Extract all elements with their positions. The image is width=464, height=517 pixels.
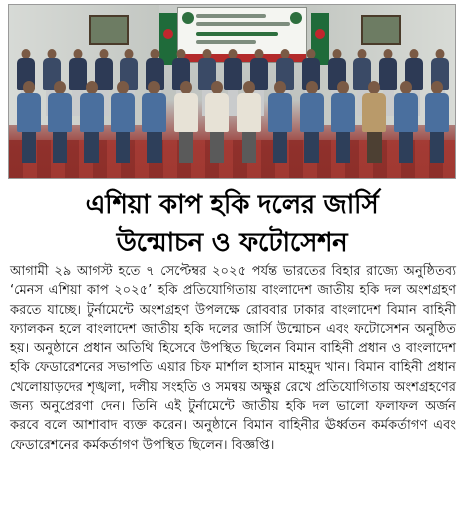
team-member [237,81,261,165]
team-member [394,81,418,165]
team-member [48,81,72,165]
team-member [425,81,449,165]
team-member [80,81,104,165]
team-member [142,81,166,165]
team-member [111,81,135,165]
team-photo [8,4,456,179]
headline [0,186,464,262]
wall-frame-right [361,15,401,45]
team-member [268,81,292,165]
team-member [331,81,355,165]
wall-frame-left [89,15,129,45]
team-member [205,81,229,165]
article-body [10,262,456,455]
team-member [174,81,198,165]
team-member [362,81,386,165]
article-paragraph: আগামী ২৯ আগস্ট হতে ৭ সেপ্টেম্বর ২০২৫ পর্যন্ত ভারতের বিহার রাজ্যে অনুষ্ঠিতব্য ‘মেনস এশিয়া কাপ ২০২৫’ হকি প্রতিযোগিতায় বাংলাদেশ জাতীয় হকি দল অংশগ্রহণ করতে যাচ্ছে। টুর্নামেন্টে অংশগ্রহণ উপলক্ষে রোববার ঢাকার বাংলাদেশ বিমান বাহিনী ফ্যালকন হলে বাংলাদেশ জাতীয় হকি দলের জার্সি উন্মোচন এবং ফটোসেশন অনুষ্ঠিত হয়। অনুষ্ঠানে প্রধান অতিথি হিসেবে উপস্থিত ছিলেন বিমান বাহিনী প্রধান ও বাংলাদেশ হকি ফেডারেশনের সভাপতি এয়ার চিফ মার্শাল হাসান মাহমুদ খান। বিমান বাহিনী প্রধান খেলোয়াড়দের শৃঙ্খলা, দলীয় সংহতি ও সমন্বয় অক্ষুণ্ণ রেখে প্রতিযোগিতায় অংশগ্রহণের জন্য অনুপ্রেরণা দেন। তিনি এই টুর্নামেন্টে জাতীয় হকি দল ভালো ফলাফল অর্জন করবে বলে আশাবাদ ব্যক্ত করেন। অনুষ্ঠানে বিমান বাহিনীর ঊর্ধ্বতন কর্মকর্তাগণ এবং ফেডারেশনের কর্মকর্তাগণ উপস্থিত ছিলেন। বিজ্ঞপ্তি। [10,264,456,453]
team-member [17,81,41,165]
headline-line-1: এশিয়া কাপ হকি দলের জার্সি [85,190,379,220]
headline-line-2: উন্মোচন ও ফটোসেশন [116,228,348,258]
photo-carpet [9,140,455,178]
team-member [300,81,324,165]
